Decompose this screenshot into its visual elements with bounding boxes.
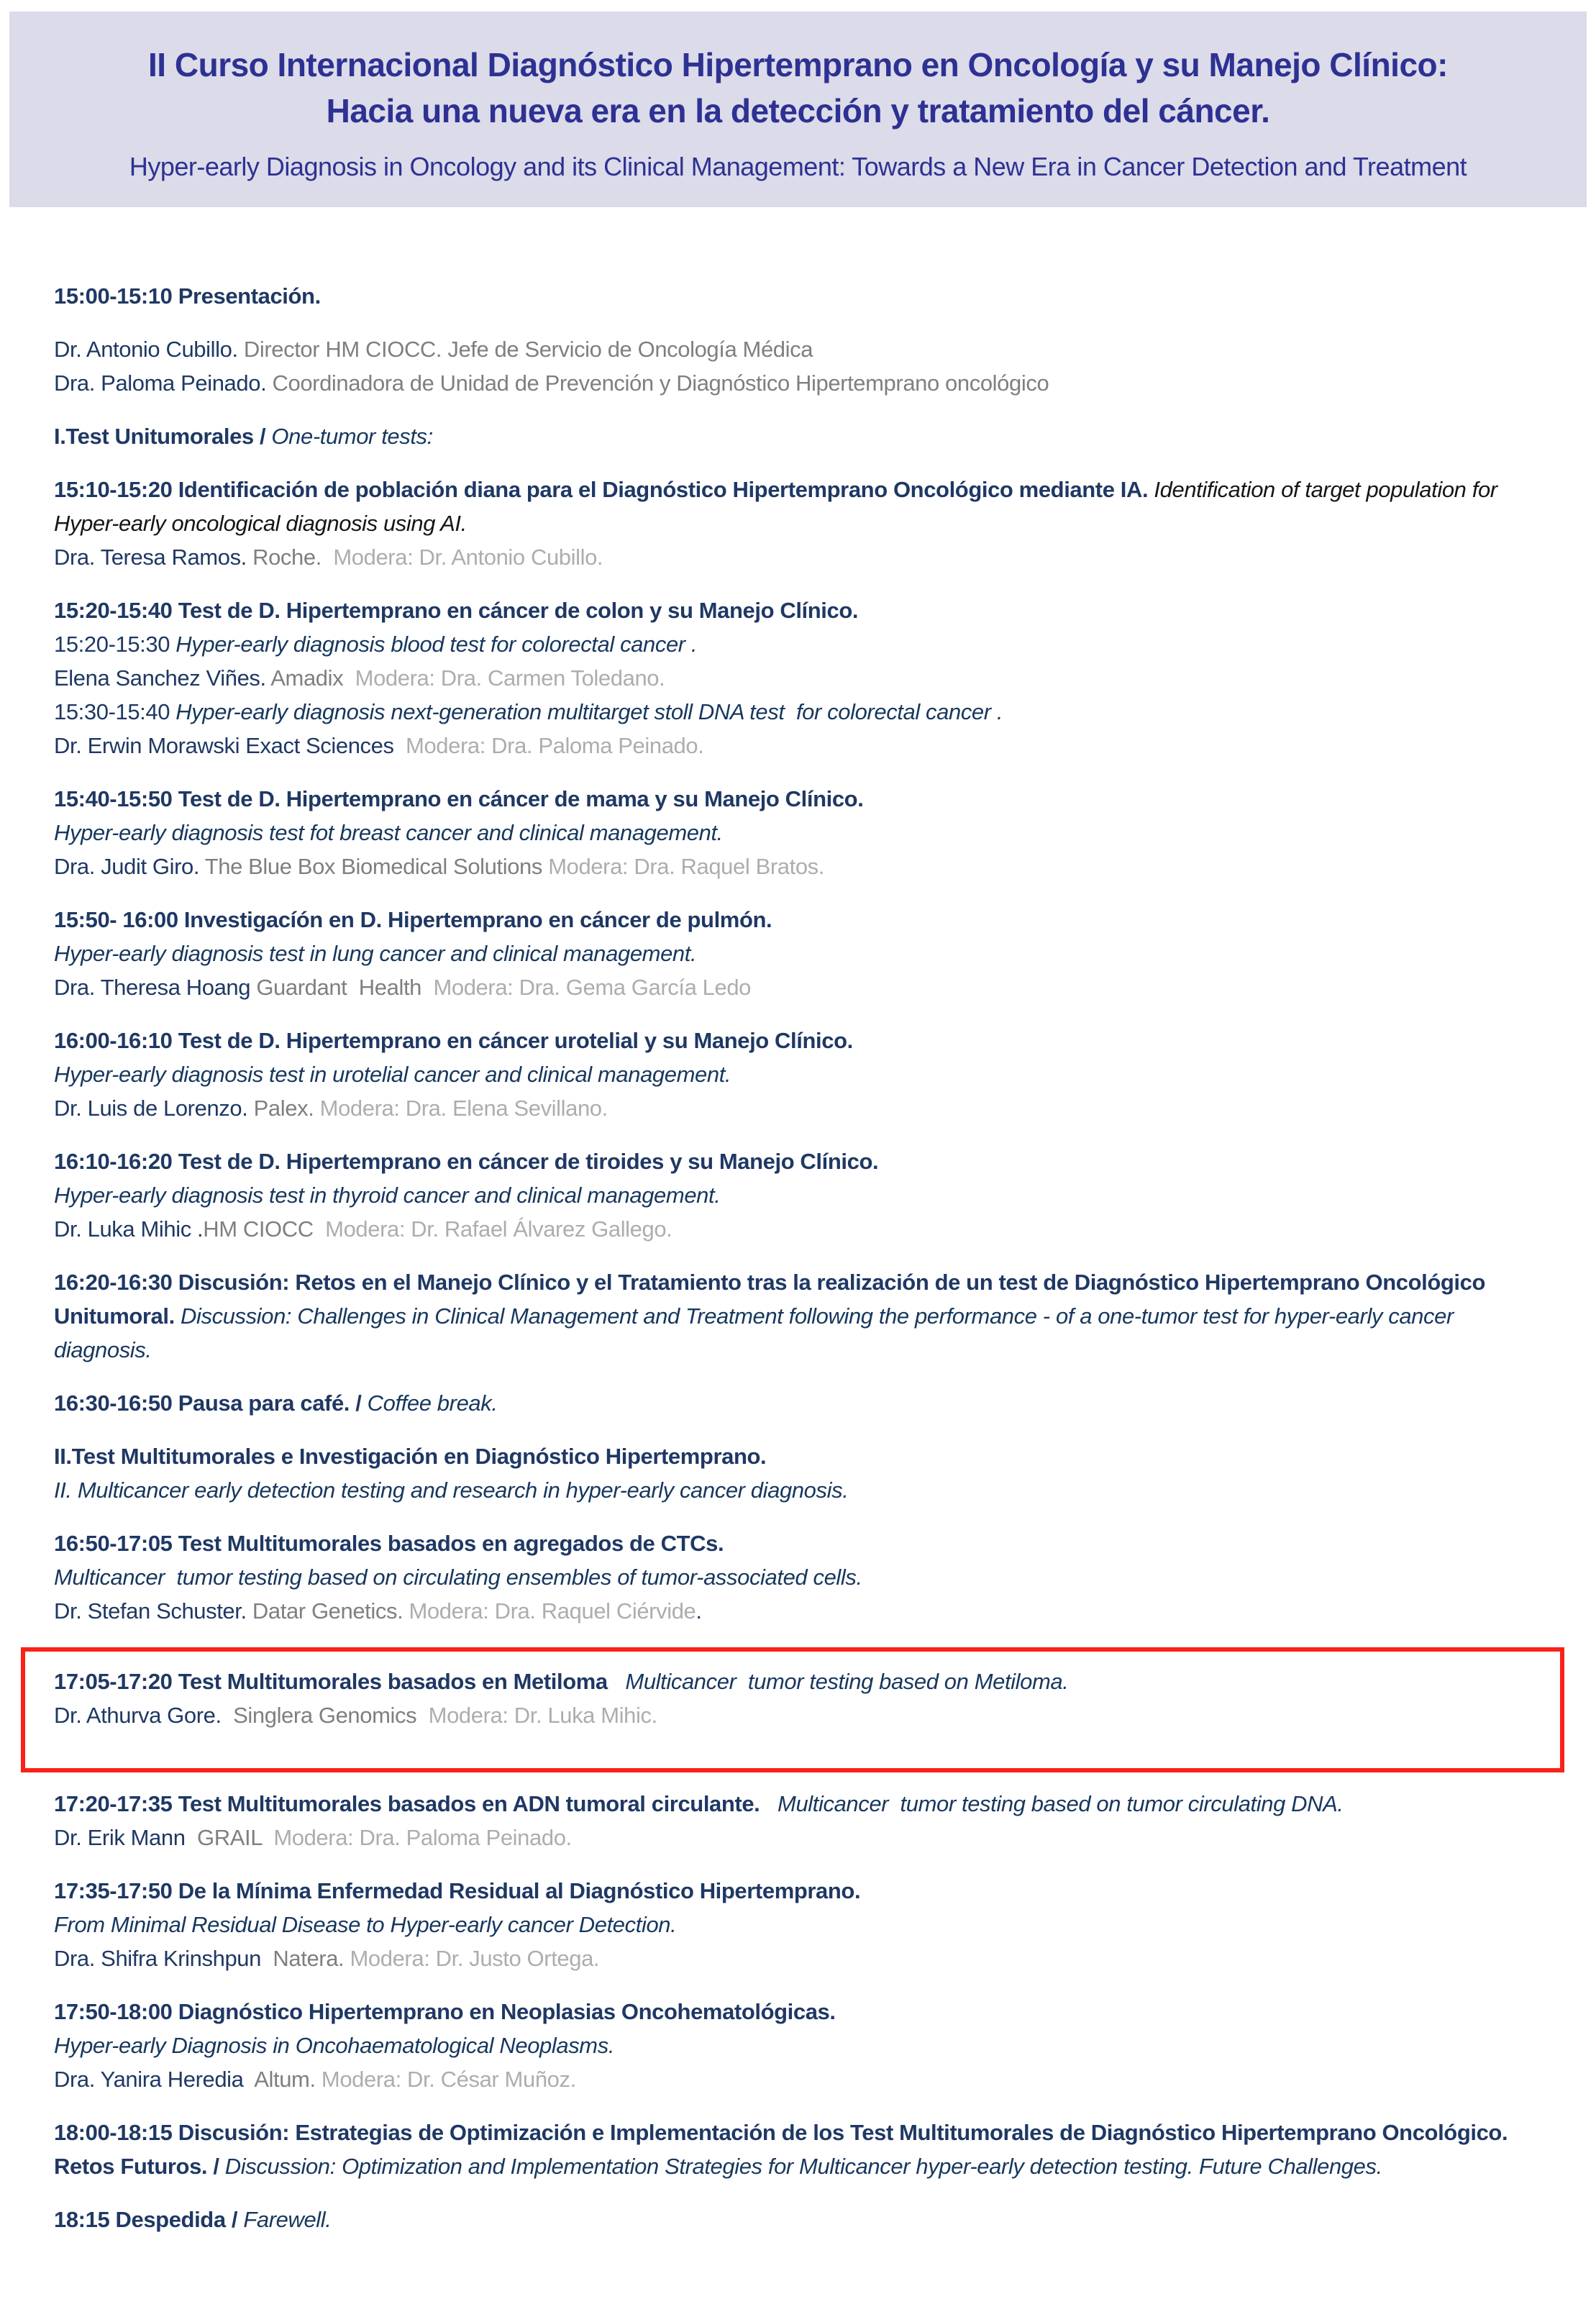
program-line bbox=[54, 1178, 1553, 1212]
text-run-n: 15:20-15:30 bbox=[54, 631, 176, 657]
program-line bbox=[54, 1265, 1553, 1367]
text-run-lg: Modera: Dra. Gema García Ledo bbox=[433, 974, 752, 1000]
text-run-h: 15:50- 16:00 Investigacíón en D. Hipertemprano en cáncer de pulmón. bbox=[54, 906, 772, 932]
text-run-n: 15:30-15:40 bbox=[54, 698, 176, 724]
text-run-h: 16:20-16:30 Discusión: Retos en el Manejo Clínico y el Tratamiento tras la realización de un test de Diagnóstico Hipertemprano Oncológico Unitumoral. bbox=[54, 1269, 1492, 1329]
text-run-i: II. Multicancer early detection testing and research in hyper-early cancer diagnosis. bbox=[54, 1477, 849, 1503]
program-line bbox=[54, 1908, 1553, 1941]
text-run-lg: Modera: Dr. Antonio Cubillo. bbox=[327, 544, 603, 570]
program-line bbox=[54, 1057, 1553, 1091]
program-line bbox=[54, 1526, 1553, 1560]
text-run-lg: Modera: Dr. Rafael Álvarez Gallego. bbox=[325, 1216, 672, 1242]
text-run-n: Dr. Luka Mihic . bbox=[54, 1216, 204, 1242]
session-1705-metiloma bbox=[21, 1647, 1564, 1772]
text-run-n: Dr. Athurva Gore. bbox=[54, 1702, 227, 1728]
title-line-1: II Curso Internacional Diagnóstico Hipertemprano en Oncología y su Manejo Clínico: bbox=[148, 46, 1448, 83]
program-line bbox=[54, 1698, 1547, 1732]
text-run-i: Hyper-early diagnosis test fot breast cancer and clinical management. bbox=[54, 819, 723, 845]
program-line bbox=[54, 540, 1553, 574]
text-run-i: Multicancer tumor testing based on tumor circulating DNA. bbox=[778, 1790, 1344, 1816]
program-line bbox=[54, 937, 1553, 970]
text-run-h: 15:20-15:40 Test de D. Hipertemprano en cáncer de colon y su Manejo Clínico. bbox=[54, 597, 859, 623]
session-1610-tiroides bbox=[54, 1144, 1553, 1246]
program-line bbox=[54, 332, 1553, 366]
program-line bbox=[54, 593, 1553, 627]
text-run-n: Dr. Antonio Cubillo. bbox=[54, 336, 244, 362]
text-run-g: Amadix bbox=[270, 665, 355, 691]
program-line bbox=[54, 1995, 1553, 2029]
program-line bbox=[54, 1386, 1553, 1420]
text-run-i: Multicancer tumor testing based on Metiloma. bbox=[625, 1668, 1069, 1694]
program-line bbox=[54, 473, 1553, 540]
program-line bbox=[54, 2062, 1553, 2096]
program-line bbox=[54, 1560, 1553, 1594]
text-run-h: 16:00-16:10 Test de D. Hipertemprano en cáncer urotelial y su Manejo Clínico. bbox=[54, 1027, 853, 1053]
program-line bbox=[54, 1941, 1553, 1975]
text-run-n: Dra. Yanira Heredia bbox=[54, 2066, 250, 2092]
text-run-lg: Modera: Dr. Luka Mihic. bbox=[428, 1702, 657, 1728]
session-1500-presentacion bbox=[54, 279, 1553, 313]
text-run-lg: Modera: Dra. Elena Sevillano. bbox=[319, 1095, 608, 1121]
program-line bbox=[54, 1024, 1553, 1057]
program-line bbox=[54, 1821, 1553, 1854]
break-1630-cafe bbox=[54, 1386, 1553, 1420]
text-run-lg: Modera: Dra. Raquel Bratos. bbox=[548, 853, 824, 879]
text-run-n: Dra. Shifra Krinshpun bbox=[54, 1945, 268, 1971]
text-run-lg: Modera: Dra. Paloma Peinado. bbox=[273, 1824, 572, 1850]
text-run-i: Coffee break. bbox=[367, 1390, 498, 1416]
text-run-h: 17:05-17:20 Test Multitumorales basados en Metiloma bbox=[54, 1668, 626, 1694]
session-1520-colon bbox=[54, 593, 1553, 762]
text-run-g: GRAIL bbox=[191, 1824, 274, 1850]
presenters bbox=[54, 332, 1553, 400]
program-line bbox=[54, 1144, 1553, 1178]
session-1510-ia bbox=[54, 473, 1553, 574]
text-run-h: I.Test Unitumorales / bbox=[54, 423, 272, 449]
text-run-n: Elena Sanchez Viñes. bbox=[54, 665, 271, 691]
program-line bbox=[54, 366, 1553, 400]
session-1800-discusion-multitumoral bbox=[54, 2116, 1553, 2183]
program-content bbox=[0, 207, 1596, 2299]
session-1815-despedida bbox=[54, 2203, 1553, 2236]
text-run-g: HM CIOCC bbox=[203, 1216, 326, 1242]
session-1735-mrd bbox=[54, 1874, 1553, 1975]
program-line bbox=[54, 627, 1553, 661]
text-run-i: Hyper-early diagnosis test in urotelial cancer and clinical management. bbox=[54, 1061, 731, 1087]
program-line bbox=[54, 729, 1553, 762]
program-line bbox=[54, 279, 1553, 313]
program-line bbox=[54, 419, 1553, 453]
session-1750-oncohematologicas bbox=[54, 1995, 1553, 2096]
text-run-h: 15:10-15:20 Identificación de población diana para el Diagnóstico Hipertemprano Oncológico mediante IA. bbox=[54, 476, 1154, 502]
text-run-h: 16:30-16:50 Pausa para café. / bbox=[54, 1390, 368, 1416]
text-run-g: Coordinadora de Unidad de Prevención y Diagnóstico Hipertemprano oncológico bbox=[272, 370, 1049, 396]
program-line bbox=[54, 1091, 1553, 1125]
program-line bbox=[54, 970, 1553, 1004]
text-run-g: Director HM CIOCC. Jefe de Servicio de Oncología Médica bbox=[243, 336, 813, 362]
program-line bbox=[54, 661, 1553, 695]
text-run-n: Dr. Erik Mann bbox=[54, 1824, 191, 1850]
text-run-lg: Modera: Dra. Raquel Ciérvide bbox=[409, 1598, 696, 1624]
program-line bbox=[54, 1439, 1553, 1473]
text-run-g: Singlera Genomics bbox=[227, 1702, 429, 1728]
text-run-h: 16:50-17:05 Test Multitumorales basados en agregados de CTCs. bbox=[54, 1530, 724, 1556]
text-run-n: Dr. Luis de Lorenzo. bbox=[54, 1095, 254, 1121]
program-line bbox=[54, 1874, 1553, 1908]
text-run-i: Multicancer tumor testing based on circulating ensembles of tumor-associated cells. bbox=[54, 1564, 862, 1590]
text-run-g: Datar Genetics. bbox=[252, 1598, 409, 1624]
text-run-n: Dra. Judit Giro. bbox=[54, 853, 205, 879]
title-line-2: Hacia una nueva era en la detección y tratamiento del cáncer. bbox=[326, 92, 1270, 130]
text-run-ib: Identification of target population for Hyper-early oncological diagnosis using AI. bbox=[54, 476, 1503, 536]
program-line bbox=[54, 695, 1553, 729]
page-header bbox=[9, 12, 1587, 207]
program-line bbox=[54, 2116, 1553, 2183]
text-run-g: Guardant Health bbox=[256, 974, 434, 1000]
program-line bbox=[54, 1212, 1553, 1246]
program-line bbox=[54, 1665, 1547, 1698]
text-run-g: Palex. bbox=[253, 1095, 320, 1121]
text-run-lg: Modera: Dra. Carmen Toledano. bbox=[355, 665, 665, 691]
text-run-i: Hyper-early diagnosis blood test for colorectal cancer . bbox=[175, 631, 698, 657]
session-1650-ctcs bbox=[54, 1526, 1553, 1628]
text-run-lg: Modera: Dr. César Muñoz. bbox=[321, 2066, 576, 2092]
text-run-i: One-tumor tests: bbox=[271, 423, 433, 449]
program-line bbox=[54, 782, 1553, 816]
program-line bbox=[54, 903, 1553, 937]
text-run-h: 15:00-15:10 Presentación. bbox=[54, 283, 321, 309]
text-run-n: Dra. Paloma Peinado. bbox=[54, 370, 273, 396]
program-line bbox=[54, 1473, 1553, 1507]
text-run-n: Dra. Theresa Hoang bbox=[54, 974, 257, 1000]
text-run-lg: Modera: Dr. Justo Ortega. bbox=[350, 1945, 600, 1971]
text-run-i: Discussion: Optimization and Implementation Strategies for Multicancer hyper-early detection testing. Future Challenges. bbox=[224, 2153, 1382, 2179]
session-1720-adn-circulante bbox=[54, 1787, 1553, 1854]
text-run-h: 17:50-18:00 Diagnóstico Hipertemprano en Neoplasias Oncohematológicas. bbox=[54, 1998, 836, 2024]
text-run-h: II.Test Multitumorales e Investigación en Diagnóstico Hipertemprano. bbox=[54, 1443, 767, 1469]
program-line bbox=[54, 1594, 1553, 1628]
text-run-lg: Modera: Dra. Paloma Peinado. bbox=[406, 732, 704, 758]
section-i-unitumorales bbox=[54, 419, 1553, 453]
program-page bbox=[0, 12, 1596, 2299]
text-run-i: Hyper-early diagnosis next-generation multitarget stoll DNA test for colorectal cancer . bbox=[175, 698, 1003, 724]
session-1620-discusion-unitumoral bbox=[54, 1265, 1553, 1367]
text-run-i: Farewell. bbox=[243, 2206, 332, 2232]
text-run-h: 18:00-18:15 Discusión: Estrategias de Optimización e Implementación de los Test Multitumorales de Diagnóstico Hipertemprano Oncológico. Retos Futuros. / bbox=[54, 2119, 1514, 2179]
session-1540-mama bbox=[54, 782, 1553, 883]
session-1600-urotelial bbox=[54, 1024, 1553, 1125]
text-run-i: Discussion: Challenges in Clinical Management and Treatment following the performance - of a one-tumor test for hyper-early cancer diagnosis. bbox=[54, 1303, 1460, 1362]
program-line bbox=[54, 1787, 1553, 1821]
program-line bbox=[54, 2029, 1553, 2062]
section-ii-multitumorales bbox=[54, 1439, 1553, 1507]
program-line bbox=[54, 2203, 1553, 2236]
text-run-i: From Minimal Residual Disease to Hyper-early cancer Detection. bbox=[54, 1911, 677, 1937]
text-run-n: Dr. Erwin Morawski Exact Sciences bbox=[54, 732, 406, 758]
text-run-h: 15:40-15:50 Test de D. Hipertemprano en cáncer de mama y su Manejo Clínico. bbox=[54, 786, 864, 811]
text-run-h: 18:15 Despedida / bbox=[54, 2206, 244, 2232]
text-run-n: Dra. Teresa Ramos. bbox=[54, 544, 253, 570]
text-run-i: Hyper-early diagnosis test in thyroid cancer and clinical management. bbox=[54, 1182, 721, 1208]
text-run-n: . bbox=[696, 1598, 702, 1624]
text-run-g: Altum. bbox=[249, 2066, 322, 2092]
text-run-h: 17:35-17:50 De la Mínima Enfermedad Residual al Diagnóstico Hipertemprano. bbox=[54, 1877, 861, 1903]
program-line bbox=[54, 850, 1553, 883]
title-subtitle-en: Hyper-early Diagnosis in Oncology and its Clinical Management: Towards a New Era in Cancer Detection and Treatment bbox=[129, 151, 1467, 181]
text-run-h: 16:10-16:20 Test de D. Hipertemprano en cáncer de tiroides y su Manejo Clínico. bbox=[54, 1148, 879, 1174]
text-run-i: Hyper-early Diagnosis in Oncohaematological Neoplasms. bbox=[54, 2032, 615, 2058]
text-run-g: The Blue Box Biomedical Solutions bbox=[204, 853, 549, 879]
program-line bbox=[54, 816, 1553, 850]
text-run-h: 17:20-17:35 Test Multitumorales basados en ADN tumoral circulante. bbox=[54, 1790, 778, 1816]
text-run-i: Hyper-early diagnosis test in lung cancer and clinical management. bbox=[54, 940, 697, 966]
text-run-g: Roche. bbox=[252, 544, 328, 570]
text-run-g: Natera. bbox=[267, 1945, 350, 1971]
text-run-n: Dr. Stefan Schuster. bbox=[54, 1598, 252, 1624]
session-1550-pulmon bbox=[54, 903, 1553, 1004]
